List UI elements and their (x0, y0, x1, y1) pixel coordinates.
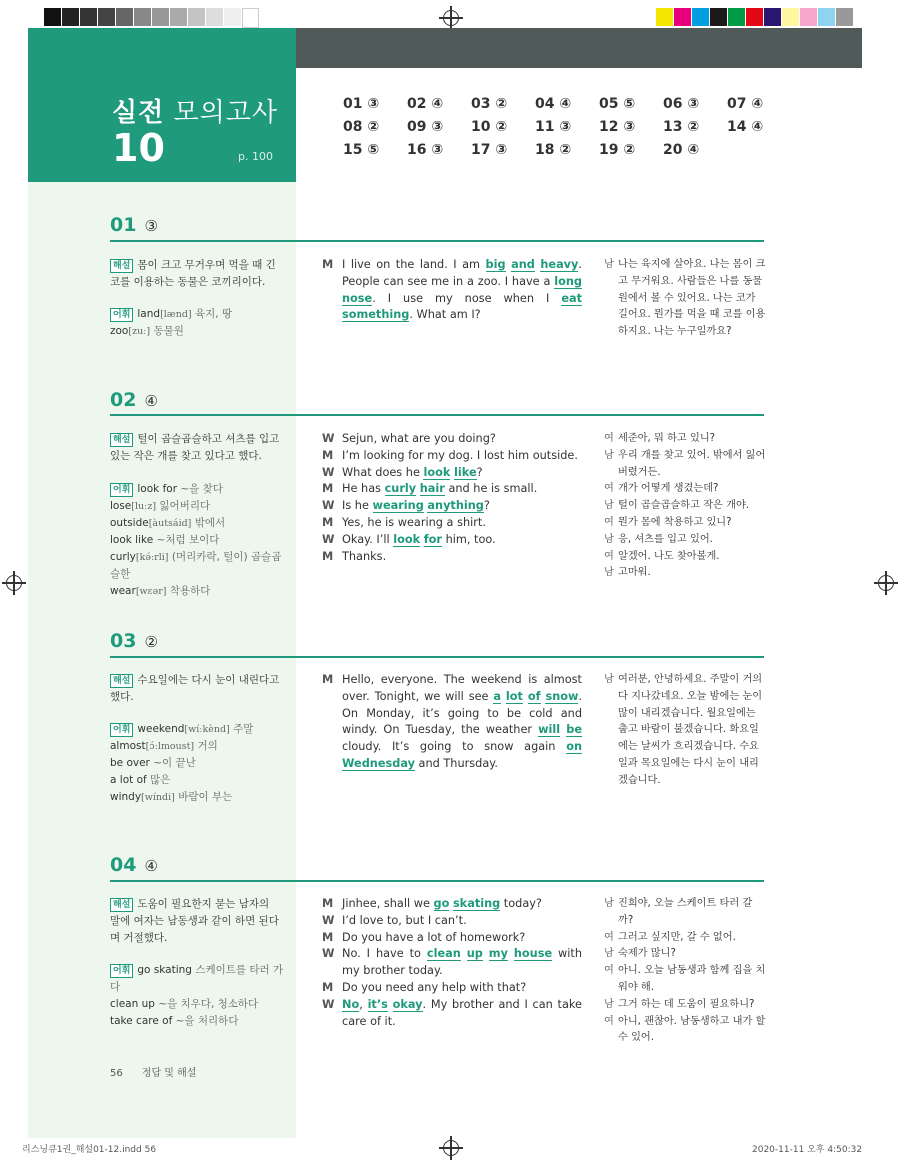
answer-item: 10 ② (471, 119, 508, 135)
answer-item: 18 ② (535, 142, 572, 158)
translation-line: 여 알겠어. 나도 찾아볼게. (604, 550, 720, 562)
script-line: W Is he wearing anything? (322, 498, 582, 515)
print-date: 2020-11-11 오후 4:50:32 (752, 1145, 863, 1155)
vocab-item: be over ~이 끝난 (110, 757, 196, 769)
script-line: M Hello, everyone. The weekend is almost over. Tonight, we will see a lot of snow. On Monday, it’s going to be cold and windy. On Tuesday, the weather will be cloudy. It’s going to snow again on Wednesday and Thursday. (322, 672, 582, 773)
answer-row (343, 119, 803, 142)
blank-answer: okay (392, 997, 423, 1011)
vocab-item: 어휘 go skating 스케이트를 타러 가다 (110, 964, 284, 993)
speaker-label: W (322, 465, 335, 479)
speaker-label: M (322, 482, 334, 496)
blank-answer: lot (505, 689, 523, 703)
answer-item: 03 ② (471, 96, 508, 112)
vocab-item: 어휘 land[lænd] 육지, 땅 (110, 306, 290, 323)
vocab-tag: 어휘 (110, 483, 133, 497)
divider (110, 656, 764, 658)
script-line: M Yes, he is wearing a shirt. (322, 515, 582, 532)
vocab-list (110, 481, 290, 600)
speaker-label: M (322, 448, 334, 462)
answer-item: 12 ③ (599, 119, 636, 135)
blank-answer: up (466, 947, 483, 961)
script-line: W Sejun, what are you doing? (322, 431, 582, 448)
answer-item: 02 ④ (407, 96, 444, 112)
speaker-label: W (322, 499, 335, 513)
script-line: W I’d love to, but I can’t. (322, 913, 582, 930)
blank-answer: look (393, 532, 421, 546)
blank-answer: eat (561, 291, 582, 305)
question-number: 03 ② (110, 630, 158, 652)
vocab-item: clean up ~을 치우다, 청소하다 (110, 998, 259, 1010)
registration-mark-icon (6, 575, 22, 591)
divider (110, 240, 764, 242)
page-footer: 56 정답 및 해설 (110, 1068, 197, 1079)
blank-answer: No (342, 997, 360, 1011)
vocab-item: look like ~처럼 보이다 (110, 534, 220, 546)
vocab-item: curly[kə́ːrli] (머리카락, 털이) 곱슬곱슬한 (110, 551, 282, 580)
divider (110, 414, 764, 416)
translation-line: 여 개가 어떻게 생겼는데? (604, 483, 719, 495)
vocab-list (110, 721, 290, 806)
test-number: 10 (112, 126, 165, 170)
page-reference: p. 100 (238, 150, 273, 163)
answer-item: 20 ④ (663, 142, 700, 158)
header-dark-band (296, 28, 862, 68)
vocab-item: outside[àutsáid] 밖에서 (110, 517, 226, 529)
speaker-label: M (322, 258, 334, 271)
page-title: 실전 모의고사 (112, 98, 278, 128)
script-line: M Do you have a lot of homework? (322, 930, 582, 947)
answer-item: 15 ⑤ (343, 142, 380, 158)
registration-mark-icon (443, 10, 459, 26)
vocab-tag: 어휘 (110, 308, 133, 322)
answer-item: 19 ② (599, 142, 636, 158)
vocab-item: a lot of 많은 (110, 774, 171, 786)
answer-item: 05 ⑤ (599, 96, 636, 112)
script-english (322, 672, 582, 773)
file-slug: 리스닝큐1권_해설01-12.indd 56 (22, 1145, 157, 1155)
answer-item: 13 ② (663, 119, 700, 135)
color-bar (656, 8, 854, 26)
translation-line: 남 응, 셔츠를 입고 있어. (604, 533, 713, 545)
answer-item: 06 ③ (663, 96, 700, 112)
answer-item: 14 ④ (727, 119, 764, 135)
vocab-tag: 어휘 (110, 723, 133, 737)
translation-line: 남 진희야, 오늘 스케이트 타러 갈까? (604, 898, 753, 926)
speaker-label: M (322, 930, 334, 944)
question-number: 02 ④ (110, 389, 158, 411)
explanation: 해설 털이 곱슬곱슬하고 셔츠를 입고 있는 작은 개를 찾고 있다고 했다. (110, 433, 280, 462)
script-line: W Okay. I’ll look for him, too. (322, 532, 582, 549)
question-number: 01 ③ (110, 214, 158, 236)
blank-answer: snow (545, 689, 579, 703)
blank-answer: of (527, 689, 541, 703)
blank-answer: go (433, 897, 450, 910)
answer-item: 11 ③ (535, 119, 572, 135)
speaker-label: M (322, 897, 334, 910)
answer-item: 04 ④ (535, 96, 572, 112)
answer-row (343, 142, 803, 165)
blank-answer: nose (342, 291, 373, 305)
blank-answer: clean (426, 947, 461, 961)
answer-key (343, 96, 803, 165)
speaker-label: W (322, 947, 335, 961)
vocab-tag: 어휘 (110, 964, 133, 978)
answer-item: 17 ③ (471, 142, 508, 158)
registration-mark-icon (878, 575, 894, 591)
vocab-item: windy[wíndi] 바람이 부는 (110, 791, 233, 803)
registration-mark-icon (443, 1140, 459, 1156)
answer-item: 08 ② (343, 119, 380, 135)
answer-item: 01 ③ (343, 96, 380, 112)
blank-answer: it’s (367, 997, 388, 1011)
translation-line: 여 뭔가 몸에 착용하고 있니? (604, 516, 732, 528)
blank-answer: be (566, 723, 582, 737)
blank-answer: heavy (540, 258, 579, 271)
script-english (322, 257, 582, 324)
answer-item: 07 ④ (727, 96, 764, 112)
script-line: M I live on the land. I am big and heavy. People can see me in a zoo. I have a long nose. I use my nose when I eat something. What am I? (322, 257, 582, 324)
speaker-label: M (322, 515, 334, 529)
script-korean (604, 896, 766, 1047)
speaker-label: M (322, 980, 334, 994)
speaker-label: W (322, 432, 335, 445)
script-korean (604, 257, 766, 341)
vocab-list (110, 306, 290, 340)
blank-answer: big (485, 258, 506, 271)
speaker-label: W (322, 913, 335, 927)
vocab-item: 어휘 weekend[wíːkènd] 주말 (110, 721, 290, 738)
explanation: 해설 도움이 필요한지 묻는 남자의 말에 여자는 남동생과 같이 하면 된다며 거절했다. (110, 898, 279, 944)
blank-answer: wearing (372, 499, 424, 513)
script-line: M Jinhee, shall we go skating today? (322, 896, 582, 913)
vocab-list (110, 962, 290, 1030)
blank-answer: anything (427, 499, 484, 513)
blank-answer: house (513, 947, 553, 961)
script-line: W No. I have to clean up my house with my brother today. (322, 946, 582, 980)
answer-item: 09 ③ (407, 119, 444, 135)
speaker-label: M (322, 549, 334, 563)
translation-line: 여 그러고 싶지만, 갈 수 없어. (604, 931, 736, 943)
explanation: 해설 수요일에는 다시 눈이 내린다고 했다. (110, 674, 280, 703)
vocab-item: 어휘 look for ~을 찾다 (110, 481, 290, 498)
script-korean (604, 431, 766, 582)
speaker-label: W (322, 997, 335, 1011)
vocab-item: take care of ~을 처리하다 (110, 1015, 239, 1027)
blank-answer: skating (452, 897, 501, 910)
translation-line: 남 그거 하는 데 도움이 필요하니? (604, 998, 755, 1010)
blank-answer: a (493, 689, 502, 703)
blank-answer: like (454, 465, 477, 479)
question-number: 04 ④ (110, 854, 158, 876)
script-line: W No, it’s okay. My brother and I can take care of it. (322, 997, 582, 1031)
translation-line: 남 우리 개를 찾고 있어. 밖에서 잃어버렸거든. (604, 449, 766, 478)
blank-answer: something (342, 308, 410, 322)
blank-answer: look (423, 465, 451, 479)
answer-item: 16 ③ (407, 142, 444, 158)
script-line: M Thanks. (322, 549, 582, 566)
blank-answer: on (566, 740, 582, 754)
script-line: M Do you need any help with that? (322, 980, 582, 997)
blank-answer: my (488, 947, 508, 961)
translation-line: 남 고마워. (604, 567, 651, 579)
blank-answer: Wednesday (342, 756, 415, 770)
script-english (322, 896, 582, 1030)
translation-line: 여 아니. 오늘 남동생과 함께 집을 치워야 해. (604, 965, 766, 993)
blank-answer: and (511, 258, 535, 271)
blank-answer: for (423, 532, 442, 546)
grayscale-bar (44, 8, 259, 26)
translation-line: 여 세준아, 뭐 하고 있니? (604, 433, 716, 444)
divider (110, 880, 764, 882)
script-line: W What does he look like? (322, 465, 582, 482)
explanation: 해설 몸이 크고 무거우며 먹을 때 긴 코를 이용하는 동물은 코끼리이다. (110, 259, 276, 288)
script-line: M He has curly hair and he is small. (322, 481, 582, 498)
vocab-item: zoo[zuː] 동물원 (110, 325, 184, 337)
blank-answer: will (538, 723, 561, 737)
vocab-item: lose[luːz] 잃어버리다 (110, 500, 211, 512)
translation-line: 남 나는 육지에 살아요. 나는 몸이 크고 무거워요. 사람들은 나를 동물원에서 볼 수 있어요. 나는 코가 길어요. 뭔가를 먹을 때 코를 이용하지요. 나는 누구일까요? (604, 259, 766, 338)
translation-line: 남 털이 곱슬곱슬하고 작은 개야. (604, 500, 750, 512)
blank-answer: hair (419, 482, 445, 496)
translation-line: 여 아니, 괜찮아. 남동생하고 내가 할 수 있어. (604, 1015, 766, 1044)
translation-line: 남 숙제가 많니? (604, 948, 676, 960)
vocab-item: almost[ɔ́ːlmoust] 거의 (110, 740, 218, 752)
blank-answer: long (554, 274, 582, 288)
speaker-label: M (322, 673, 334, 686)
translation-line: 남 여러분, 안녕하세요. 주말이 거의 다 지나갔네요. 오늘 밤에는 눈이 많이 내리겠습니다. 월요일에는 춥고 바람이 불겠습니다. 화요일에는 날씨가 흐리겠습니다. 수요일과 목요일에는 다시 눈이 내리겠습니다. (604, 674, 763, 786)
speaker-label: W (322, 532, 335, 546)
vocab-item: wear[wɛər] 착용하다 (110, 585, 211, 597)
answer-row (343, 96, 803, 119)
script-english (322, 431, 582, 565)
script-line: M I’m looking for my dog. I lost him outside. (322, 448, 582, 465)
blank-answer: curly (384, 482, 417, 496)
script-korean (604, 672, 766, 790)
